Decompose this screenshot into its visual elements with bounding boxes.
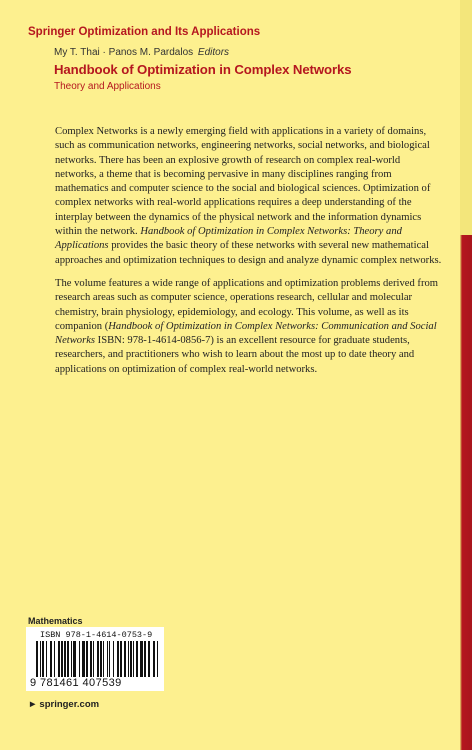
p1-text-a: Complex Networks is a newly emerging field with applications in a variety of domains, such as communication networks, engineering networks, social networks, and biological networks. There has been an explosive growth of research on complex real-world networks, a theme that is becoming pervasive in many disciplines ranging from mathematics and computer science to the social and biological sciences. Optimization of complex networks with real-world applications requires a deep understanding of the interplay between the dynamics of the physical network and the information dynamics within the network. (55, 126, 431, 238)
authors-line (54, 47, 229, 58)
book-title: Handbook of Optimization in Complex Networks (54, 62, 352, 77)
p1-book-title: Handbook of Optimization in Complex Networks: Theory and Applications (55, 226, 402, 252)
series-name: Springer Optimization and Its Applications (28, 26, 261, 38)
publisher-url: springer.com (39, 699, 100, 710)
publisher-link[interactable] (28, 699, 99, 710)
p2-text-b: ISBN: 978-1-4614-0856-7) is an excellent resource for graduate students, researchers, and practitioners who wish to learn about the most up to date theory and applications on optimization of complex real-world networks. (55, 335, 415, 375)
barcode-bars (36, 641, 158, 677)
authors: My T. Thai · Panos M. Pardalos (54, 47, 194, 58)
p2-text-a: The volume features a wide range of applications and optimization problems derived from research areas such as computer science, operations research, cellular and molecular chemistry, brain physiology, epidemiology, and ecology. This volume, as well as its companion ( (55, 277, 439, 332)
blurb (55, 125, 442, 386)
isbn-text: ISBN 978-1-4614-0753-9 (40, 630, 153, 640)
p1-text-b: provides the basic theory of these networks with several new mathematical approaches and optimization techniques to design and analyze dynamic complex networks. (55, 240, 442, 266)
editors-label: Editors (197, 47, 230, 58)
subject-category: Mathematics (28, 616, 83, 626)
book-subtitle: Theory and Applications (54, 81, 161, 92)
arrow-icon: ► (28, 699, 38, 710)
barcode (26, 627, 164, 691)
p2-companion-title: Handbook of Optimization in Complex Networks: Communication and Social Networks (55, 320, 437, 347)
spine-edge (460, 0, 472, 235)
spine-red-stripe (460, 235, 472, 750)
blurb-paragraph-1 (55, 125, 442, 268)
barcode-digits: 9 781461 407539 (30, 677, 122, 689)
blurb-paragraph-2 (55, 277, 442, 377)
